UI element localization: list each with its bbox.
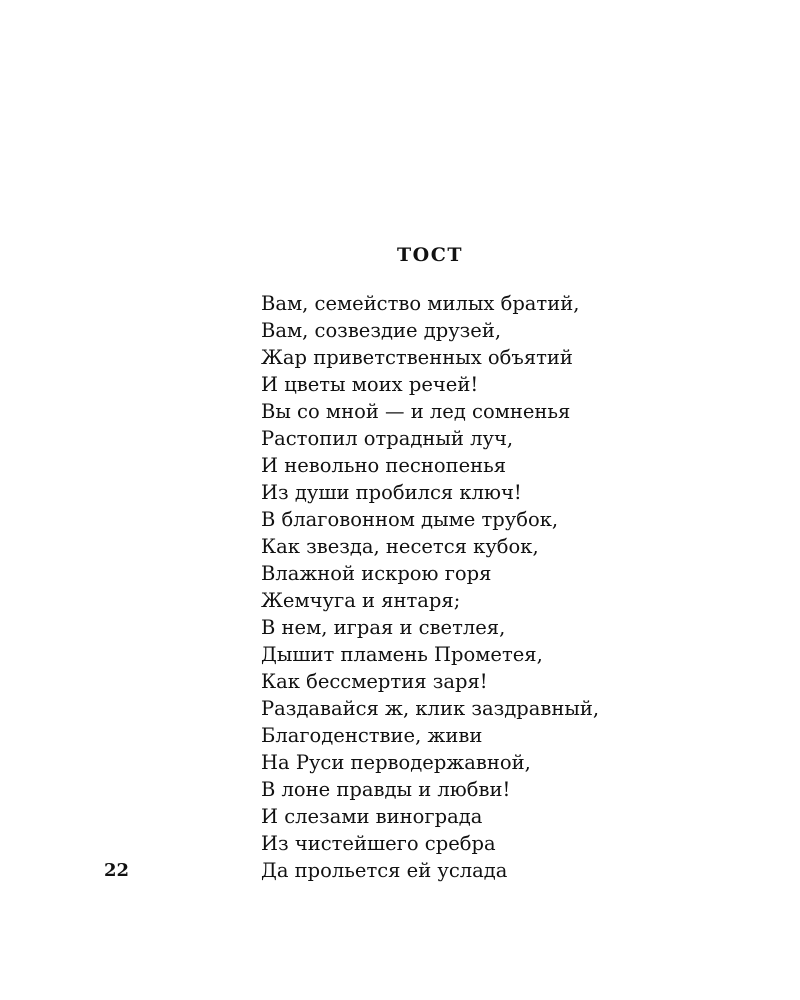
poem-line: В лоне правды и любви! [261,778,511,801]
poem-line: И невольно песнопенья [261,454,507,477]
poem-line: Благоденствие, живи [261,724,483,747]
poem-line: На Руси перводержавной, [261,751,531,774]
poem-line: Жар приветственных объятий [261,346,573,369]
poem-line: Вам, семейство милых братий, [261,292,580,315]
poem-line: Растопил отрадный луч, [261,427,514,450]
poem-line: Как звезда, несется кубок, [261,535,539,558]
poem-line: Как бессмертия заря! [261,670,488,693]
poem-line: В благовонном дыме трубок, [261,508,559,531]
poem-line: Жемчуга и янтаря; [261,589,461,612]
poem-line: Вам, созвездие друзей, [261,319,502,342]
page-number: 22 [104,860,130,881]
poem-line: Раздавайся ж, клик заздравный, [261,697,600,720]
poem-line: И слезами винограда [261,805,483,828]
poem-body [261,290,599,884]
poem-line: Из чистейшего сребра [261,832,496,855]
poem-title: ТОСТ [397,244,463,266]
poem-line: Да прольется ей услада [261,859,508,882]
poem-line: Из души пробился ключ! [261,481,522,504]
poem-line: В нем, играя и светлея, [261,616,506,639]
poem-line: Вы со мной — и лед сомненья [261,400,571,423]
poem-line: Влажной искрою горя [261,562,492,585]
poem-line: И цветы моих речей! [261,373,479,396]
poem-line: Дышит пламень Прометея, [261,643,543,666]
